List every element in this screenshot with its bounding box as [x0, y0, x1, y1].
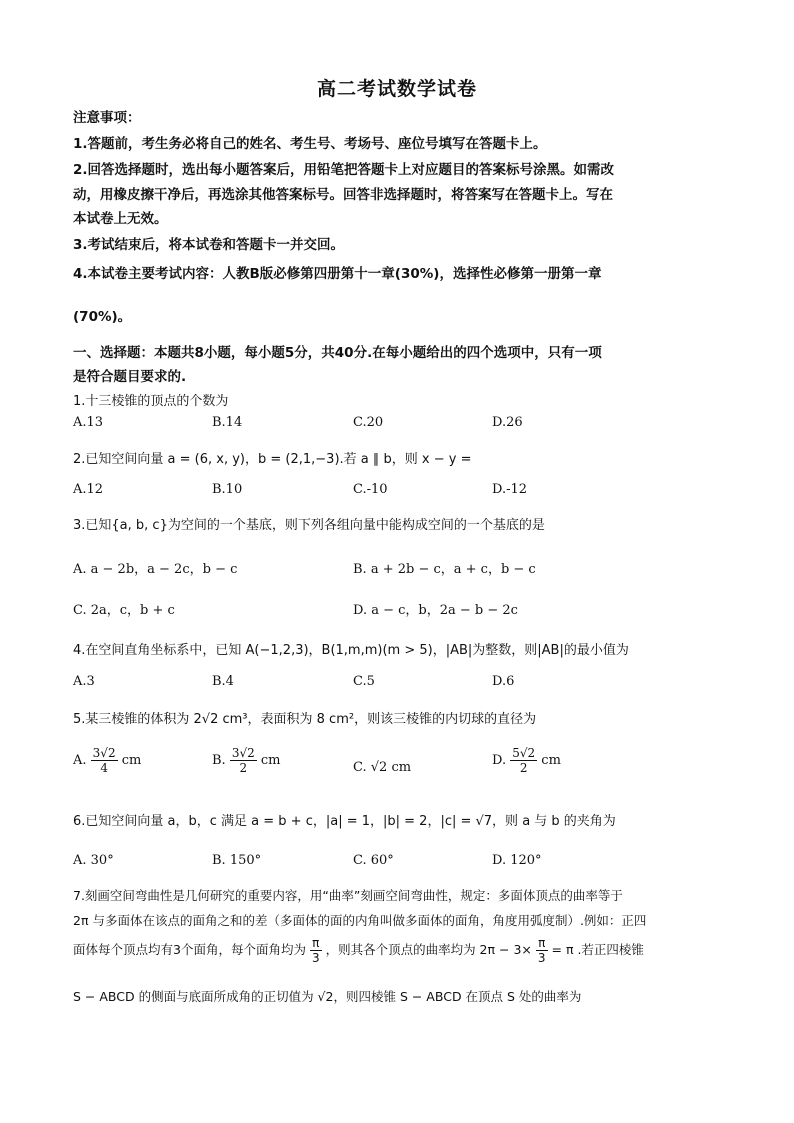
- question-5-stem: 5.某三棱锥的体积为 2√2 cm³，表面积为 8 cm²，则该三棱锥的内切球的直径为: [73, 712, 537, 727]
- question-3-option-c: C. 2a，c，b + c: [73, 603, 175, 618]
- numerator: π: [310, 936, 322, 951]
- numerator: 3√2: [92, 746, 116, 760]
- question-4-stem: 4.在空间直角坐标系中，已知 A(−1,2,3)，B(1,m,m)(m > 5)，|AB|为整数，则|AB|的最小值为: [73, 643, 629, 658]
- fraction: [91, 746, 118, 775]
- question-2-stem: 2.已知空间向量 a = (6, x, y)，b = (2,1,−3).若 a ∥ b，则 x − y =: [73, 452, 472, 467]
- text: 面体每个顶点均有3个面角，每个面角均为: [73, 942, 306, 957]
- section-1-heading-line-1: 一、选择题：本题共8小题，每小题5分，共40分.在每小题给出的四个选项中，只有一项: [73, 345, 602, 361]
- question-4-option-b: B.4: [212, 674, 234, 689]
- notice-item-1: 1.答题前，考生务必将自己的姓名、考生号、考场号、座位号填写在答题卡上。: [73, 136, 547, 152]
- notice-heading: 注意事项：: [73, 110, 141, 126]
- option-label: B.: [212, 753, 226, 768]
- fraction: [310, 936, 322, 965]
- page-title: 高二考试数学试卷: [316, 78, 477, 100]
- question-7-line-3: [73, 936, 723, 965]
- denominator: 3: [311, 951, 320, 965]
- fraction: [510, 746, 537, 775]
- denominator: 2: [519, 761, 528, 775]
- text: ，则其各个顶点的曲率均为 2π − 3×: [325, 942, 532, 957]
- notice-item-2-line-3: 本试卷上无效。: [73, 211, 168, 227]
- question-4-option-a: A.3: [73, 674, 95, 689]
- denominator: 2: [239, 761, 248, 775]
- question-2-option-d: D.-12: [492, 482, 528, 497]
- question-7-line-4: S − ABCD 的侧面与底面所成角的正切值为 √2，则四棱锥 S − ABCD 在顶点 S 处的曲率为: [73, 989, 582, 1004]
- question-6-option-a: A. 30°: [73, 853, 114, 868]
- unit: cm: [260, 753, 281, 768]
- question-3-option-b: B. a + 2b − c，a + c，b − c: [353, 562, 536, 577]
- section-1-heading-line-2: 是符合题目要求的.: [73, 369, 187, 385]
- option-label: C.: [353, 760, 367, 775]
- option-label: A.: [73, 753, 87, 768]
- question-3-stem: 3.已知{a, b, c}为空间的一个基底，则下列各组向量中能构成空间的一个基底的是: [73, 518, 545, 533]
- denominator: 3: [537, 951, 546, 965]
- question-7-line-1: 7.刻画空间弯曲性是几何研究的重要内容，用“曲率”刻画空间弯曲性，规定：多面体顶点的曲率等于: [73, 888, 623, 903]
- unit: cm: [541, 753, 561, 768]
- text: = π .若正四棱锥: [551, 942, 644, 957]
- question-6-option-b: B. 150°: [212, 853, 262, 868]
- question-5-option-d: [492, 746, 561, 775]
- option-label: D.: [492, 753, 507, 768]
- question-2-option-a: A.12: [73, 482, 104, 497]
- question-5-option-c: [353, 760, 411, 775]
- question-5-option-a: [73, 746, 141, 775]
- notice-item-2-line-2: 动，用橡皮擦干净后，再选涂其他答案标号。回答非选择题时，将答案写在答题卡上。写在: [73, 187, 613, 203]
- question-6-stem: 6.已知空间向量 a，b，c 满足 a = b + c，|a| = 1，|b| = 2，|c| = √7，则 a 与 b 的夹角为: [73, 814, 616, 829]
- denominator: 4: [100, 761, 108, 775]
- question-2-option-c: C.-10: [353, 482, 388, 497]
- question-3-option-d: D. a − c，b，2a − b − 2c: [353, 603, 518, 618]
- question-3-option-a: A. a − 2b，a − 2c，b − c: [73, 562, 238, 577]
- value: √2: [370, 760, 388, 775]
- question-4-option-d: D.6: [492, 674, 515, 689]
- numerator: 3√2: [231, 746, 255, 760]
- unit: cm: [391, 760, 412, 775]
- notice-item-4-line-1: 4.本试卷主要考试内容：人教B版必修第四册第十一章(30%)，选择性必修第一册第一章: [73, 266, 602, 282]
- fraction: [230, 746, 257, 775]
- question-1-stem: 1.十三棱锥的顶点的个数为: [73, 394, 229, 409]
- numerator: π: [536, 936, 548, 951]
- numerator: 5√2: [512, 746, 536, 760]
- question-6-option-c: C. 60°: [353, 853, 394, 868]
- unit: cm: [121, 753, 142, 768]
- question-7-line-2: 2π 与多面体在该点的面角之和的差（多面体的面的内角叫做多面体的面角，角度用弧度制）.例如：正四: [73, 913, 647, 928]
- question-1-option-c: C.20: [353, 415, 384, 430]
- question-1-option-a: A.13: [73, 415, 104, 430]
- question-1-option-d: D.26: [492, 415, 523, 430]
- question-4-option-c: C.5: [353, 674, 375, 689]
- notice-item-3: 3.考试结束后，将本试卷和答题卡一并交回。: [73, 237, 345, 253]
- question-1-option-b: B.14: [212, 415, 243, 430]
- question-2-option-b: B.10: [212, 482, 243, 497]
- notice-item-2-line-1: 2.回答选择题时，选出每小题答案后，用铅笔把答题卡上对应题目的答案标号涂黑。如需改: [73, 162, 615, 178]
- question-6-option-d: D. 120°: [492, 853, 542, 868]
- notice-item-4-line-2: (70%)。: [73, 309, 132, 325]
- question-5-option-b: [212, 746, 281, 775]
- fraction: [536, 936, 548, 965]
